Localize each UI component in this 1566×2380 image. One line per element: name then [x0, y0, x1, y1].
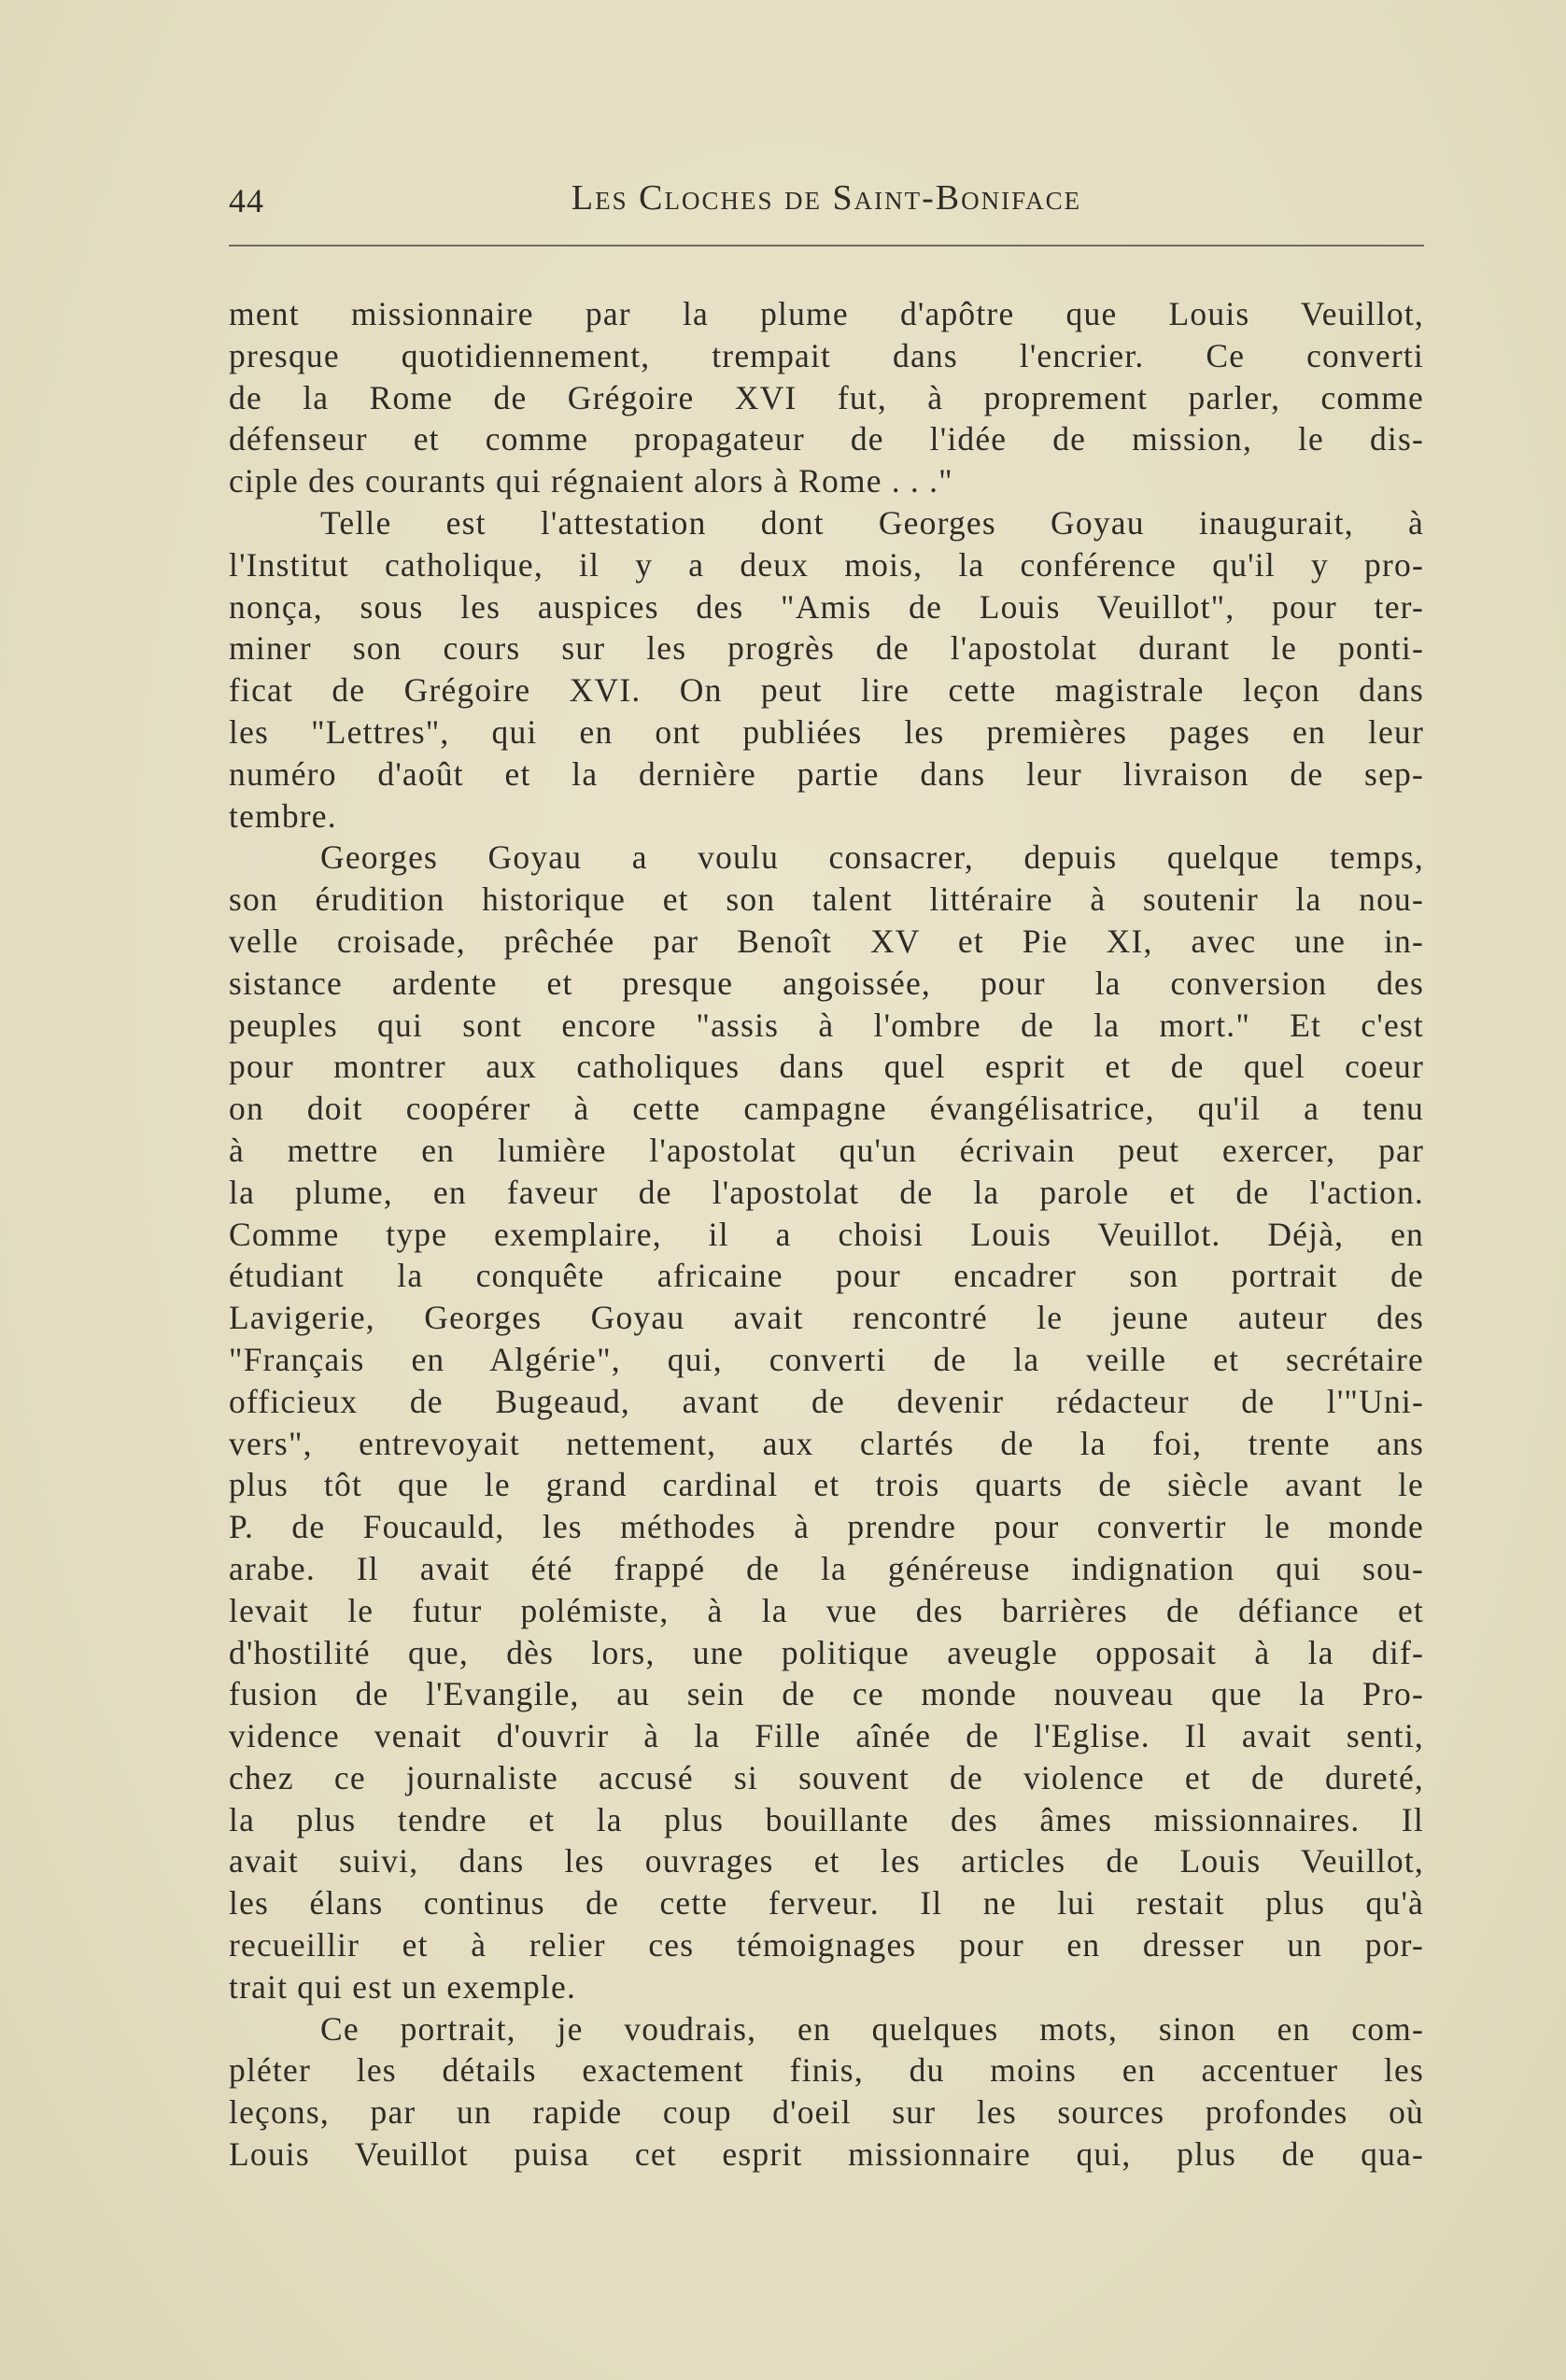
text-line: velle croisade, prêchée par Benoît XV et Pie XI, avec une in-	[229, 922, 1424, 960]
text-line: nonça, sous les auspices des "Amis de Louis Veuillot", pour ter-	[229, 587, 1424, 626]
page-header	[229, 177, 1424, 224]
text-line: plus tôt que le grand cardinal et trois quarts de siècle avant le	[229, 1466, 1424, 1504]
text-line: presque quotidiennement, trempait dans l'encrier. Ce converti	[229, 336, 1424, 374]
text-line: de la Rome de Grégoire XVI fut, à proprement parler, comme	[229, 378, 1424, 416]
text-line: l'Institut catholique, il y a deux mois, la conférence qu'il y pro-	[229, 545, 1424, 584]
text-line: les élans continus de cette ferveur. Il ne lui restait plus qu'à	[229, 1884, 1424, 1922]
text-line: officieux de Bugeaud, avant de devenir rédacteur de l'"Uni-	[229, 1382, 1424, 1420]
text-line: ciple des courants qui régnaient alors à Rome . . ."	[229, 462, 953, 500]
text-line: arabe. Il avait été frappé de la généreuse indignation qui sou-	[229, 1549, 1424, 1587]
text-line: d'hostilité que, dès lors, une politique aveugle opposait à la dif-	[229, 1633, 1424, 1671]
text-line: Ce portrait, je voudrais, en quelques mots, sinon en com-	[320, 2009, 1424, 2048]
text-line: Louis Veuillot puisa cet esprit missionnaire qui, plus de qua-	[229, 2135, 1424, 2174]
text-line: trait qui est un exemple.	[229, 1967, 577, 2006]
text-line: vidence venait d'ouvrir à la Fille aînée de l'Eglise. Il avait senti,	[229, 1717, 1424, 1755]
text-line: la plume, en faveur de l'apostolat de la parole et de l'action.	[229, 1173, 1424, 1211]
text-line: vers", entrevoyait nettement, aux clartés de la foi, trente ans	[229, 1424, 1424, 1462]
text-line: pléter les détails exactement finis, du moins en accentuer les	[229, 2051, 1424, 2090]
text-line: chez ce journaliste accusé si souvent de violence et de dureté,	[229, 1758, 1424, 1796]
text-line: ficat de Grégoire XVI. On peut lire cette magistrale leçon dans	[229, 671, 1424, 710]
header-rule	[229, 245, 1424, 246]
text-line: Comme type exemplaire, il a choisi Louis Veuillot. Déjà, en	[229, 1215, 1424, 1253]
text-line: levait le futur polémiste, à la vue des barrières de défiance et	[229, 1591, 1424, 1629]
page-number: 44	[229, 182, 264, 219]
text-line: Lavigerie, Georges Goyau avait rencontré le jeune auteur des	[229, 1299, 1424, 1337]
text-line: ment missionnaire par la plume d'apôtre que Louis Veuillot,	[229, 295, 1424, 332]
text-line: fusion de l'Evangile, au sein de ce monde nouveau que la Pro-	[229, 1675, 1424, 1713]
body-text	[229, 293, 1424, 2176]
text-line: défenseur et comme propagateur de l'idée de mission, le dis-	[229, 420, 1424, 458]
text-line: numéro d'août et la dernière partie dans leur livraison de sep-	[229, 754, 1424, 793]
text-line: les "Lettres", qui en ont publiées les premières pages en leur	[229, 712, 1424, 751]
text-line: miner son cours sur les progrès de l'apostolat durant le ponti-	[229, 629, 1424, 668]
text-line: tembre.	[229, 796, 337, 835]
text-line: "Français en Algérie", qui, converti de la veille et secrétaire	[229, 1340, 1424, 1378]
text-line: leçons, par un rapide coup d'oeil sur les sources profondes où	[229, 2093, 1424, 2132]
running-title: Les Cloches de Saint-Boniface	[571, 178, 1082, 218]
text-line: on doit coopérer à cette campagne évangélisatrice, qu'il a tenu	[229, 1090, 1424, 1128]
text-line: son érudition historique et son talent littéraire à soutenir la nou-	[229, 880, 1424, 919]
text-line: P. de Foucauld, les méthodes à prendre pour convertir le monde	[229, 1508, 1424, 1546]
text-line: Telle est l'attestation dont Georges Goyau inaugurait, à	[320, 503, 1424, 542]
text-line: peuples qui sont encore "assis à l'ombre de la mort." Et c'est	[229, 1006, 1424, 1044]
text-line: Georges Goyau a voulu consacrer, depuis quelque temps,	[320, 838, 1424, 877]
text-line: pour montrer aux catholiques dans quel esprit et de quel coeur	[229, 1048, 1424, 1086]
text-line: étudiant la conquête africaine pour encadrer son portrait de	[229, 1257, 1424, 1295]
text-line: recueillir et à relier ces témoignages pour en dresser un por-	[229, 1926, 1424, 1965]
text-line: à mettre en lumière l'apostolat qu'un écrivain peut exercer, par	[229, 1131, 1424, 1169]
text-line: la plus tendre et la plus bouillante des âmes missionnaires. Il	[229, 1800, 1424, 1838]
text-line: avait suivi, dans les ouvrages et les articles de Louis Veuillot,	[229, 1842, 1424, 1880]
text-line: sistance ardente et presque angoissée, pour la conversion des	[229, 964, 1424, 1002]
